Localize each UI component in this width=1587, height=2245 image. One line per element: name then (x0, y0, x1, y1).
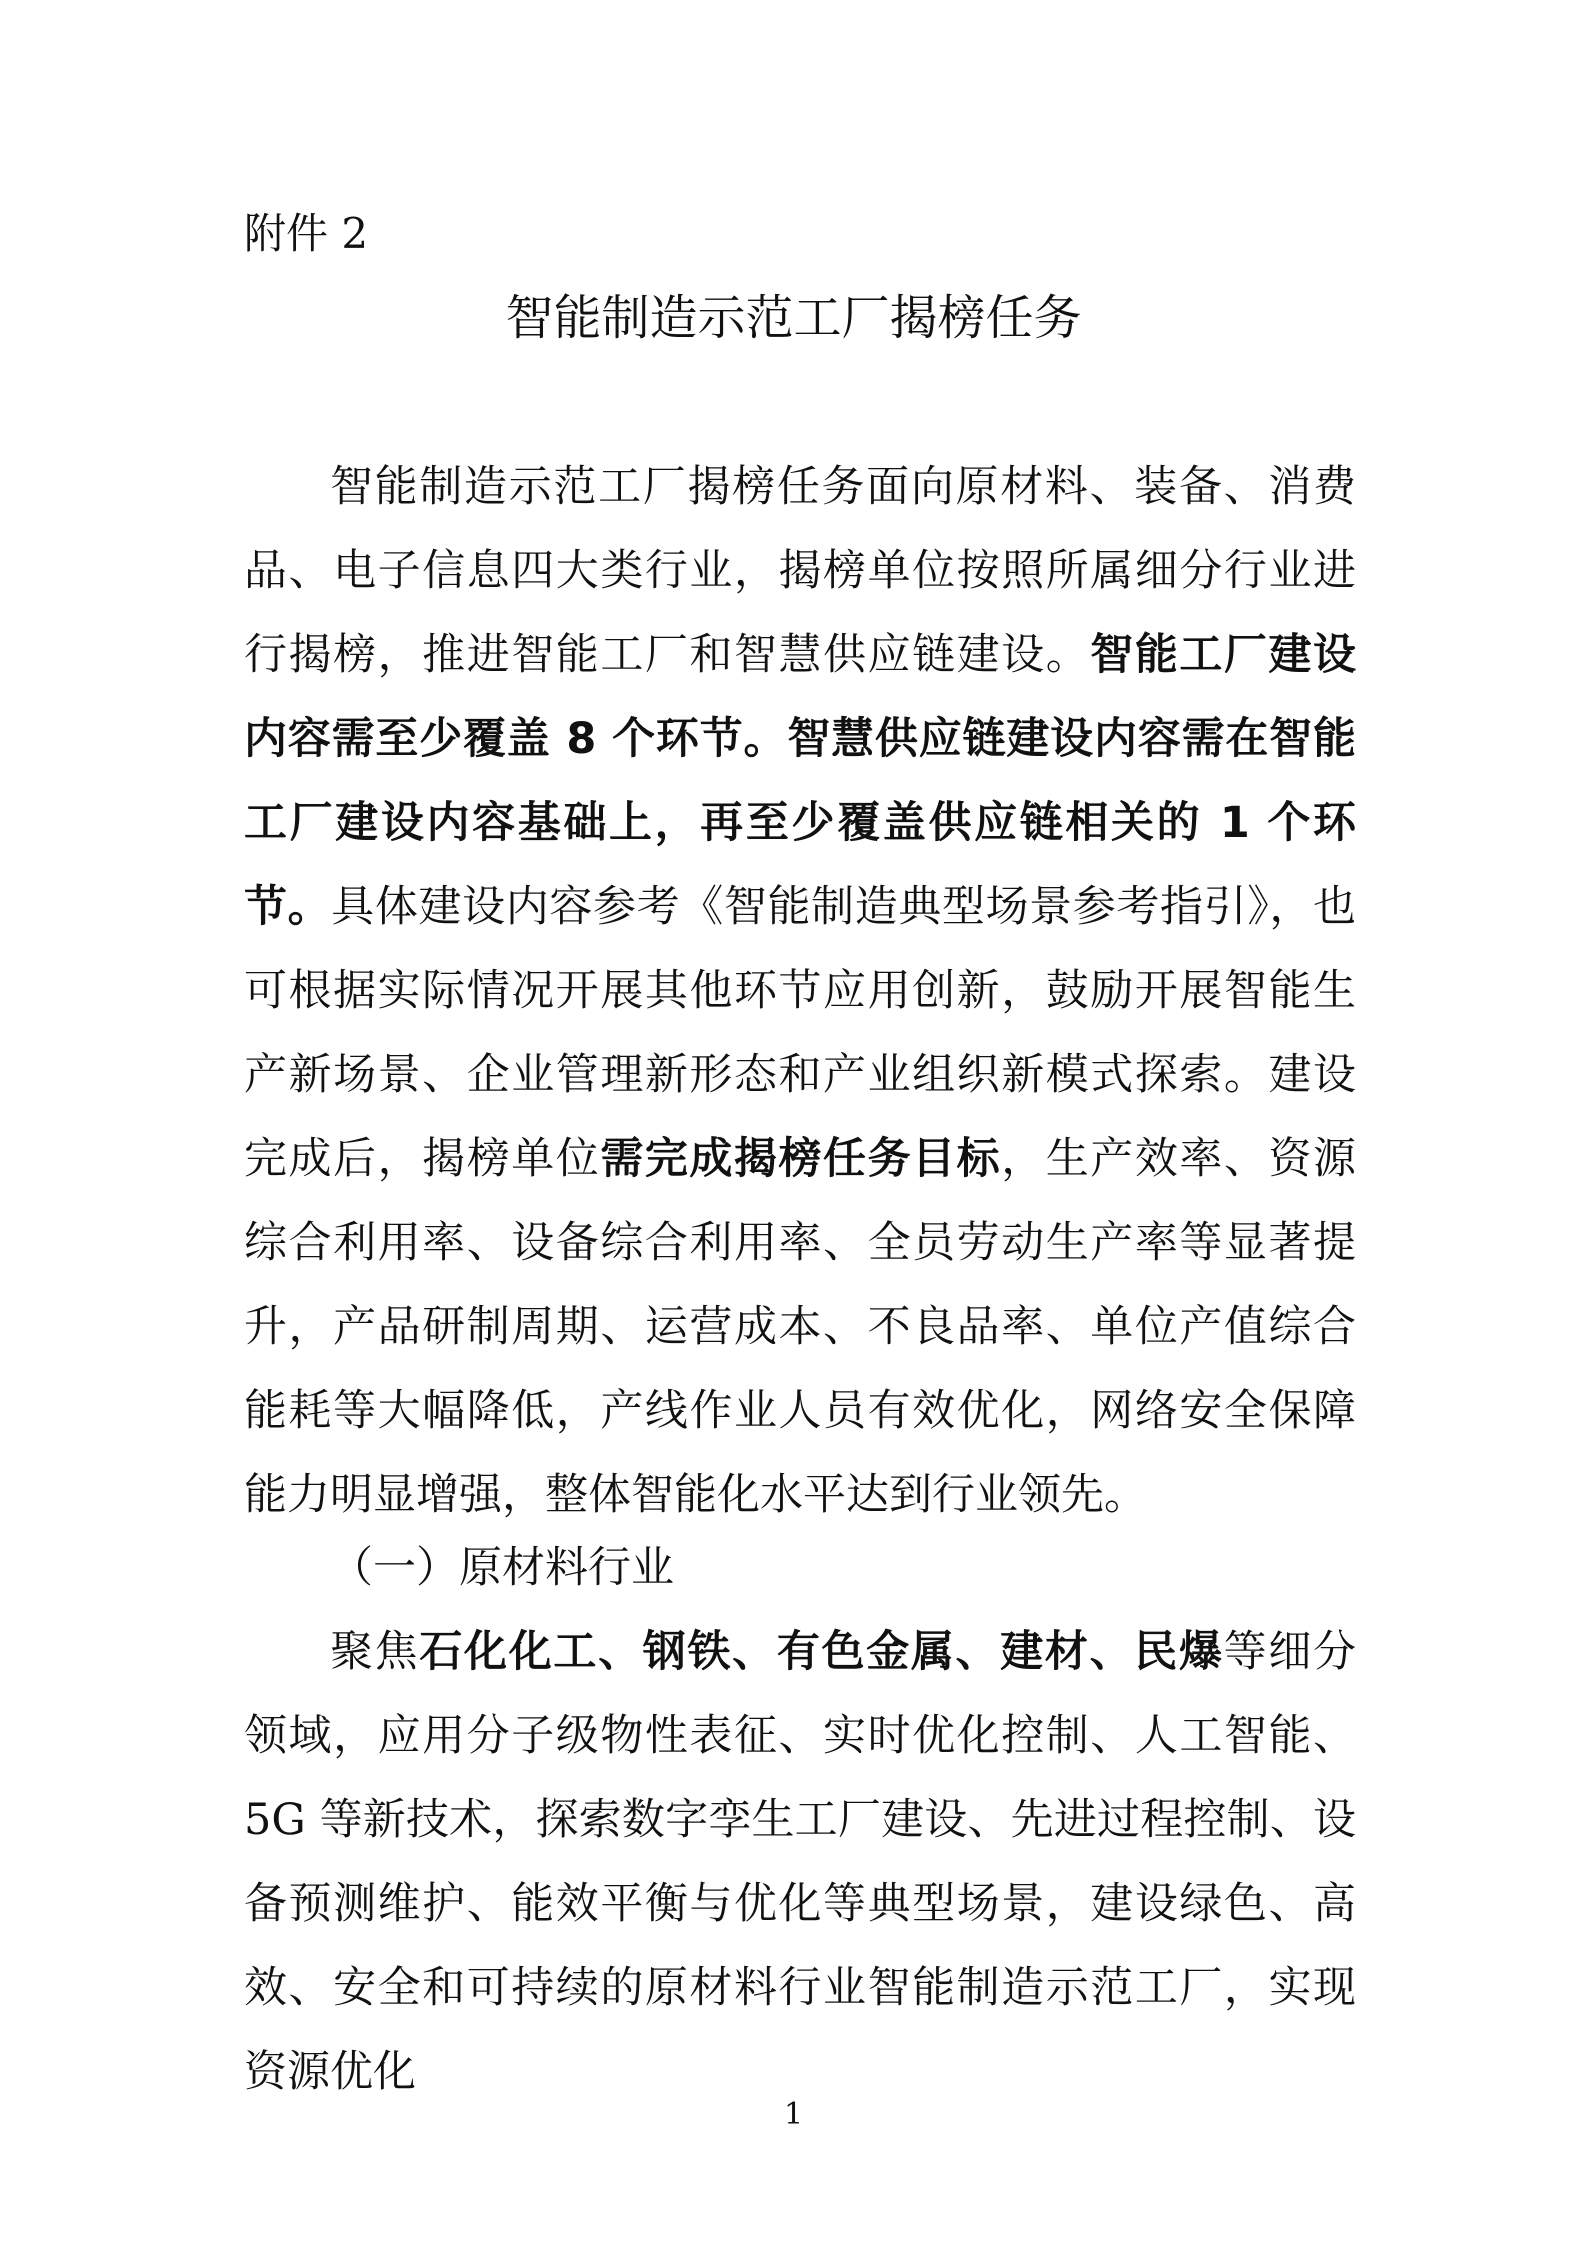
section-text-rest: 等细分领域，应用分子级物性表征、实时优化控制、人工智能、5G 等新技术，探索数字孪生工厂建设、先进过程控制、设备预测维护、能效平衡与优化等典型场景，建设绿色、高效、安全和可持续的原材料行业智能制造示范工厂，实现资源优化 (244, 1627, 1357, 2097)
intro-paragraph (244, 445, 1356, 1537)
section-heading-raw-materials: （一）原材料行业 (330, 1543, 674, 1593)
intro-target-bold: 需完成揭榜任务目标 (600, 1134, 1002, 1184)
section-industries-bold: 石化化工、钢铁、有色金属、建材、民爆 (419, 1627, 1224, 1677)
document-title: 智能制造示范工厂揭榜任务 (505, 290, 1082, 346)
intro-sentence-5: ，生产效率、资源综合利用率、设备综合利用率、全员劳动生产率等显著提升，产品研制周期、运营成本、不良品率、单位产值综合能耗等大幅降低，产线作业人员有效优化，网络安全保障能力明显增强，整体智能化水平达到行业领先。 (244, 1134, 1357, 1520)
attachment-label: 附件 2 (244, 209, 369, 258)
section-text-start: 聚焦 (330, 1627, 420, 1677)
intro-sentence-1: 智能制造示范工厂揭榜任务面向原材料、装备、消费品、电子信息四大类行业，揭榜单位按照所属细分行业进行揭榜，推进智能工厂和智慧供应链建设。 (244, 462, 1356, 680)
intro-sentence-3: 具体建设内容参考《智能制造典型场景参考指引》，也可根据实际情况开展其他环节应用创新，鼓励开展智能生产新场景、企业管理新形态和产业组织新模式探索。建设完成后，揭榜单位 (244, 882, 1357, 1184)
section-paragraph-raw-materials (244, 1610, 1356, 2114)
intro-requirement-bold: 智能工厂建设内容需至少覆盖 8 个环节。智慧供应链建设内容需在智能工厂建设内容基础上，再至少覆盖供应链相关的 1 个环节。 (244, 630, 1357, 932)
page-number: 1 (783, 2097, 804, 2132)
